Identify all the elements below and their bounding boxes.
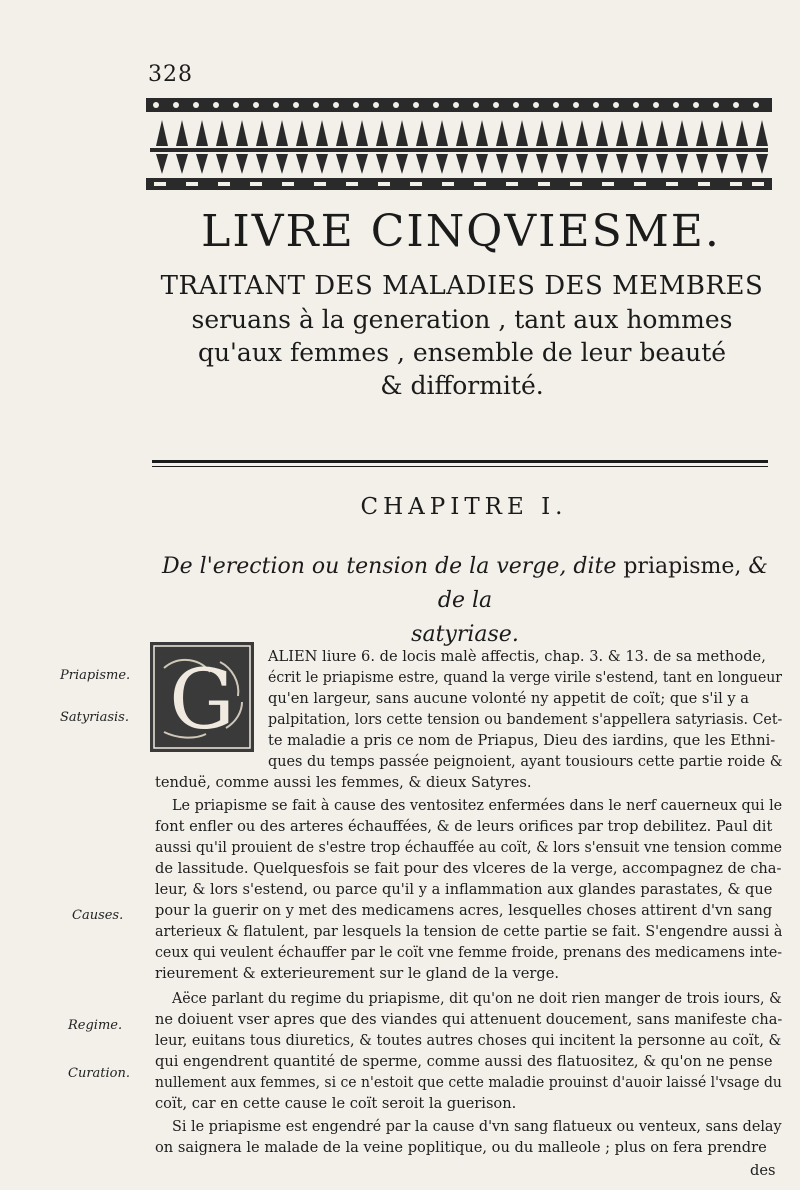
text-line: pour la guerir on y met des medicamens acres, lesquelles choses attirent d'vn sang [155,902,773,919]
chapter-title-line2: satyriase. [411,622,519,647]
chapter-heading: CHAPITRE I. [360,494,568,520]
text-line: Le priapisme se fait à cause des ventositez enfermées dans le nerf cauerneux qui le [172,797,783,814]
text-line: qu'en largeur, sans aucune volonté ny appetit de coït; que s'il y a [268,690,749,707]
margin-note-curation: Curation. [68,1066,130,1081]
book-title: LIVRE CINQVIESME. [201,206,721,257]
text-line: Aëce parlant du regime du priapisme, dit qu'on ne doit rien manger de trois iours, & [172,990,782,1007]
subtitle-line: qu'aux femmes , ensemble de leur beauté [197,338,727,367]
chapter-title [160,550,770,652]
chapter-title-roman: priapisme, [616,554,749,579]
decorative-fleuron-band [146,98,772,190]
text-line: leur, euitans tous diuretics, & toutes autres choses qui incitent la personne au coït, & [155,1032,782,1049]
text-line: rieurement & exterieurement sur le gland de la verge. [155,965,559,982]
text-line: font enfler ou des arteres échauffées, & de leurs orifices par trop debilitez. Paul dit [155,818,773,835]
text-line: palpitation, lors cette tension ou bandement s'appellera satyriasis. Cet- [268,711,783,728]
text-line: qui engendrent quantité de sperme, comme aussi des flatuositez, & qu'on ne pense [155,1053,773,1070]
chapter-title-italic: De l'erection ou tension de la verge, dite [162,554,617,579]
horizontal-rule-thin [152,466,768,467]
text-line: ne doiuent vser apres que des viandes qui attenuent doucement, sans manifeste cha- [155,1011,783,1028]
subtitle-line: TRAITANT DES MALADIES DES MEMBRES [160,271,764,301]
text-line: Si le priapisme est engendré par la cause d'vn sang flatueux ou venteux, sans delay [172,1118,782,1135]
svg-text:G: G [169,653,235,748]
text-line: nullement aux femmes, si ce n'estoit que cette maladie prouinst d'auoir laissé l'vsage du [155,1074,782,1091]
text-line: de lassitude. Quelquesfois se fait pour des vlceres de la verge, accompagnez de cha- [155,860,782,877]
horizontal-rule [152,460,768,463]
text-line: ques du temps passée peignoient, ayant tousiours cette partie roide & [268,753,783,770]
text-line: on saignera le malade de la veine poplitique, ou du malleole ; plus on fera prendre [155,1139,767,1156]
margin-note-satyriasis: Satyriasis. [60,710,129,725]
chapter-title-end: & de la [437,554,768,613]
subtitle-line: & difformité. [380,371,544,400]
book-subtitle [146,270,778,402]
text-line: tenduë, comme aussi les femmes, & dieux Satyres. [155,774,532,791]
margin-note-priapisme: Priapisme. [60,668,131,683]
subtitle-line: seruans à la generation , tant aux hommes [191,305,733,334]
text-line: te maladie a pris ce nom de Priapus, Dieu des iardins, que les Ethni- [268,732,776,749]
decorated-initial-g [150,642,254,752]
text-line: arterieux & flatulent, par lesquels la tension de cette partie se fait. S'engendre aussi à [155,923,783,940]
text-line: ALIEN liure 6. de locis malè affectis, chap. 3. & 13. de sa methode, [268,648,766,665]
text-line: écrit le priapisme estre, quand la verge virile s'estend, tant en longueur [268,669,783,686]
text-line: ceux qui veulent échauffer par le coït vne femme froide, prenans des medicamens inte- [155,944,783,961]
text-line: coït, car en cette cause le coït seroit la guerison. [155,1095,517,1112]
margin-note-causes: Causes. [72,908,124,923]
text-line: des [750,1162,776,1179]
page-number: 328 [148,62,193,87]
text-line: leur, & lors s'estend, ou parce qu'il y a inflammation aux glandes parastates, & que [155,881,773,898]
margin-note-regime: Regime. [68,1018,123,1033]
text-line: aussi qu'il prouient de s'estre trop échauffée au coït, & lors s'ensuit vne tension comme [155,839,783,856]
